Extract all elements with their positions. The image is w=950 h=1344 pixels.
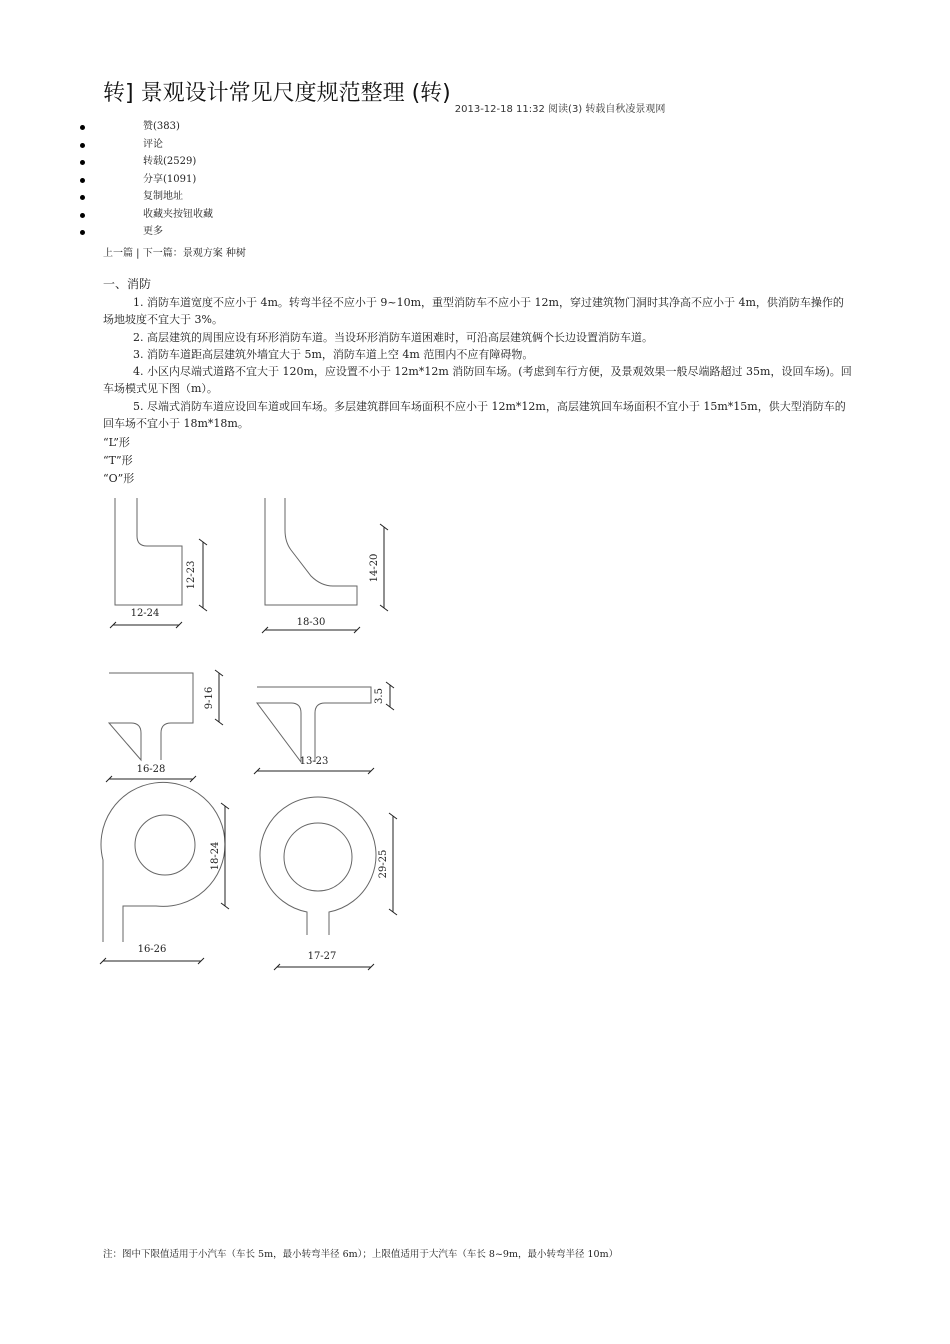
next-post-link[interactable]: 下一篇：景观方案 种树 xyxy=(142,248,246,259)
l2-height-label: 14-20 xyxy=(369,553,380,583)
t-turnaround-1 xyxy=(109,673,193,760)
o-turnaround-1 xyxy=(101,782,225,942)
o-turnaround-2 xyxy=(260,797,376,935)
l2-width-label: 18-30 xyxy=(296,617,326,628)
action-more[interactable]: 更多 xyxy=(80,225,213,243)
t-turnaround-2 xyxy=(257,687,371,762)
o1-width-label: 16-26 xyxy=(137,944,167,955)
paragraph-4: 4. 小区内尽端式道路不宜大于 120m，应设置不小于 12m*12m 消防回车场。(考虑到车行方便，及景观效果一般尽端路超过 35m，设回车场)。回车场模式见下图（m）。 xyxy=(103,365,852,395)
o2-height-label: 29-25 xyxy=(378,849,389,879)
t1-height-label: 9-16 xyxy=(204,686,215,710)
t2-width-label: 13-23 xyxy=(299,756,329,767)
paragraph-1: 1. 消防车道宽度不应小于 4m。转弯半径不应小于 9~10m，重型消防车不应小于 12m，穿过建筑物门洞时其净高不应小于 4m，供消防车操作的场地坡度不宜大于 3%。 xyxy=(103,296,844,326)
article-meta: 2013-12-18 11:32 阅读(3) 转载自秋凌景观网 xyxy=(454,104,666,115)
l-turnaround-2 xyxy=(265,498,357,605)
action-share[interactable]: 分享(1091) xyxy=(80,173,213,191)
action-reblog[interactable]: 转载(2529) xyxy=(80,155,213,173)
nav-separator: | xyxy=(133,248,143,259)
action-bookmark[interactable]: 收藏夹按钮收藏 xyxy=(80,208,213,226)
shape-label-t: “T”形 xyxy=(103,454,133,467)
title-line xyxy=(103,76,666,115)
article-title: 转] 景观设计常见尺度规范整理 (转) xyxy=(103,81,451,106)
paragraph-5: 5. 尽端式消防车道应设回车道或回车场。多层建筑群回车场面积不应小于 12m*12m，高层建筑回车场面积不宜小于 15m*15m，供大型消防车的回车场不宜小于 18m*18m。 xyxy=(103,400,846,430)
action-list xyxy=(80,120,213,243)
post-navigation xyxy=(103,244,246,259)
t1-width-label: 16-28 xyxy=(136,764,166,775)
l-turnaround-1 xyxy=(115,498,182,605)
section-heading: 一、消防 xyxy=(103,277,152,291)
t2-height-label: 3.5 xyxy=(374,688,385,704)
prev-post-link[interactable]: 上一篇 xyxy=(103,248,133,259)
l1-height-label: 12-23 xyxy=(186,560,197,590)
action-comment[interactable]: 评论 xyxy=(80,138,213,156)
shape-label-o: “O”形 xyxy=(103,472,135,485)
o2-width-label: 17-27 xyxy=(307,951,337,962)
action-copy-address[interactable]: 复制地址 xyxy=(80,190,213,208)
paragraph-2: 2. 高层建筑的周围应设有环形消防车道。当设环形消防车道困难时，可沿高层建筑俩个长边设置消防车道。 xyxy=(133,331,653,344)
shape-label-l: “L”形 xyxy=(103,436,130,449)
action-like[interactable]: 赞(383) xyxy=(80,120,213,138)
turnaround-diagrams xyxy=(95,490,415,980)
l1-width-label: 12-24 xyxy=(130,608,160,619)
paragraph-3: 3. 消防车道距高层建筑外墙宜大于 5m，消防车道上空 4m 范围内不应有障碍物。 xyxy=(133,348,534,361)
o1-height-label: 18-24 xyxy=(210,841,221,871)
footnote: 注：图中下限值适用于小汽车（车长 5m，最小转弯半径 6m）；上限值适用于大汽车（车长 8~9m，最小转弯半径 10m） xyxy=(103,1249,619,1260)
